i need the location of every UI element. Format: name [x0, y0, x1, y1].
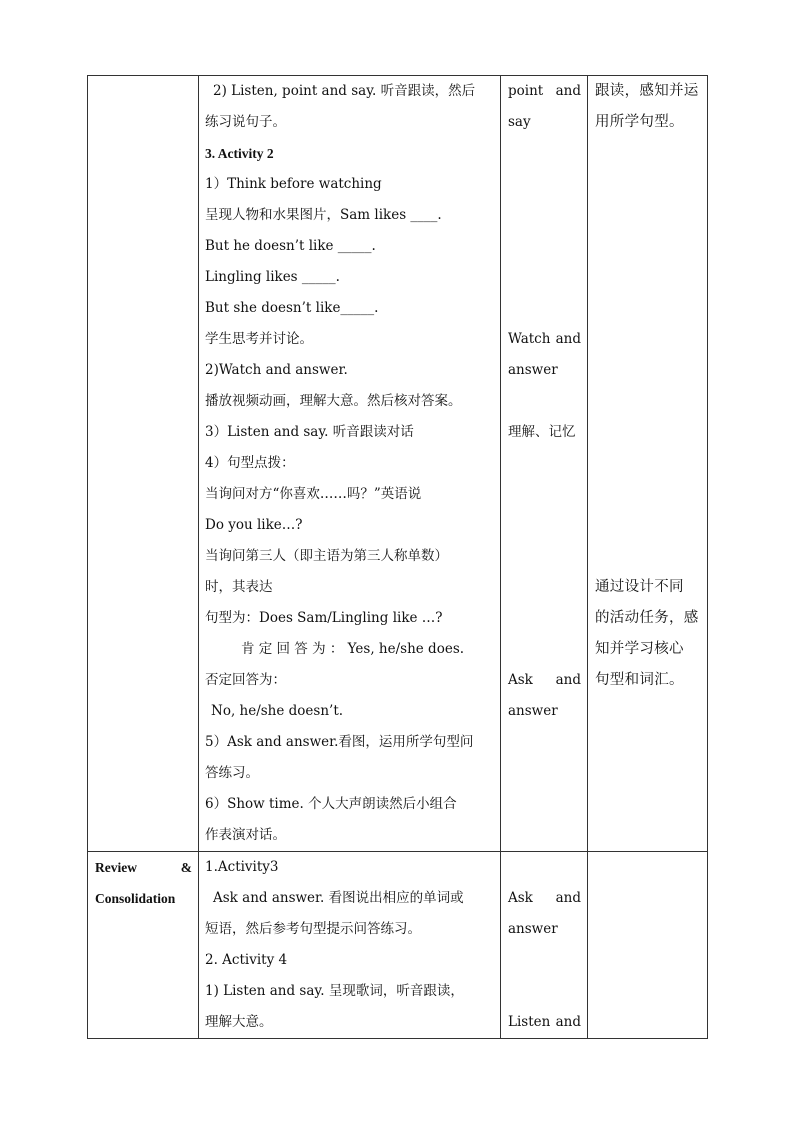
method-line: Ask and	[508, 672, 581, 688]
content-line: 理解大意。	[205, 1014, 273, 1030]
method-cell	[501, 852, 588, 1039]
stage-label: Consolidation	[95, 891, 176, 906]
content-line: 当询问对方“你喜欢……吗？”英语说	[205, 486, 422, 502]
method-line: Listen and	[508, 1014, 581, 1030]
method-line: answer	[508, 362, 558, 378]
content-cell	[199, 852, 501, 1039]
purpose-line: 跟读，感知并运	[595, 83, 699, 99]
table-row	[88, 852, 708, 1039]
purpose-line: 的活动任务，感	[595, 610, 699, 626]
content-line: 1）Think before watching	[205, 176, 382, 192]
content-line: 5）Ask and answer.看图，运用所学句型问	[205, 734, 474, 750]
content-line: 句型为：Does Sam/Lingling like …?	[205, 610, 443, 626]
purpose-cell	[588, 76, 708, 852]
content-line: 作表演对话。	[205, 827, 286, 843]
content-cell	[199, 76, 501, 852]
content-line: Lingling likes _____.	[205, 269, 340, 285]
purpose-line: 句型和词汇。	[595, 672, 684, 688]
content-line: 答练习。	[205, 765, 259, 781]
method-line: point and	[508, 83, 581, 99]
content-line: But he doesn’t like _____.	[205, 238, 376, 254]
stage-cell	[88, 852, 199, 1039]
content-line: 学生思考并讨论。	[205, 331, 313, 347]
content-line: 当询问第三人（即主语为第三人称单数）	[205, 548, 448, 564]
content-line: 1.Activity3	[205, 859, 279, 875]
table-row	[88, 76, 708, 852]
method-line: 理解、记忆	[508, 424, 576, 440]
lesson-plan-table	[87, 75, 708, 1039]
content-line: 播放视频动画，理解大意。然后核对答案。	[205, 393, 462, 409]
purpose-line: 知并学习核心	[595, 641, 684, 657]
method-line: Watch and	[508, 331, 581, 347]
stage-cell	[88, 76, 199, 852]
content-line: 3）Listen and say. 听音跟读对话	[205, 424, 414, 440]
content-line: But she doesn’t like_____.	[205, 300, 379, 316]
method-cell	[501, 76, 588, 852]
method-line: answer	[508, 703, 558, 719]
content-line: 否定回答为：	[205, 672, 286, 688]
content-line: No, he/she doesn’t.	[211, 703, 344, 719]
content-line: Ask and answer. 看图说出相应的单词或	[213, 890, 464, 906]
content-line: 2. Activity 4	[205, 952, 288, 968]
content-line: 2) Listen, point and say. 听音跟读，然后	[213, 83, 476, 99]
method-line: say	[508, 114, 531, 130]
activity-heading: 3. Activity 2	[205, 146, 274, 161]
content-line: 1) Listen and say. 呈现歌词，听音跟读，	[205, 983, 464, 999]
stage-label: Review &	[95, 860, 192, 875]
content-line: 时，其表达	[205, 579, 273, 595]
method-line: answer	[508, 921, 558, 937]
content-line: 4）句型点拨：	[205, 455, 295, 471]
content-line: Do you like…?	[205, 517, 303, 533]
content-line: 6）Show time. 个人大声朗读然后小组合	[205, 796, 457, 812]
method-line: Ask and	[508, 890, 581, 906]
purpose-line: 通过设计不同	[595, 579, 684, 595]
content-line: 2)Watch and answer.	[205, 362, 348, 378]
purpose-line: 用所学句型。	[595, 114, 684, 130]
content-line: 练习说句子。	[205, 114, 286, 130]
content-line: 呈现人物和水果图片，Sam likes ____.	[205, 207, 442, 223]
purpose-cell	[588, 852, 708, 1039]
content-line: 短语，然后参考句型提示问答练习。	[205, 921, 421, 937]
content-line: 肯 定 回 答 为 ： Yes, he/she does.	[240, 641, 465, 657]
